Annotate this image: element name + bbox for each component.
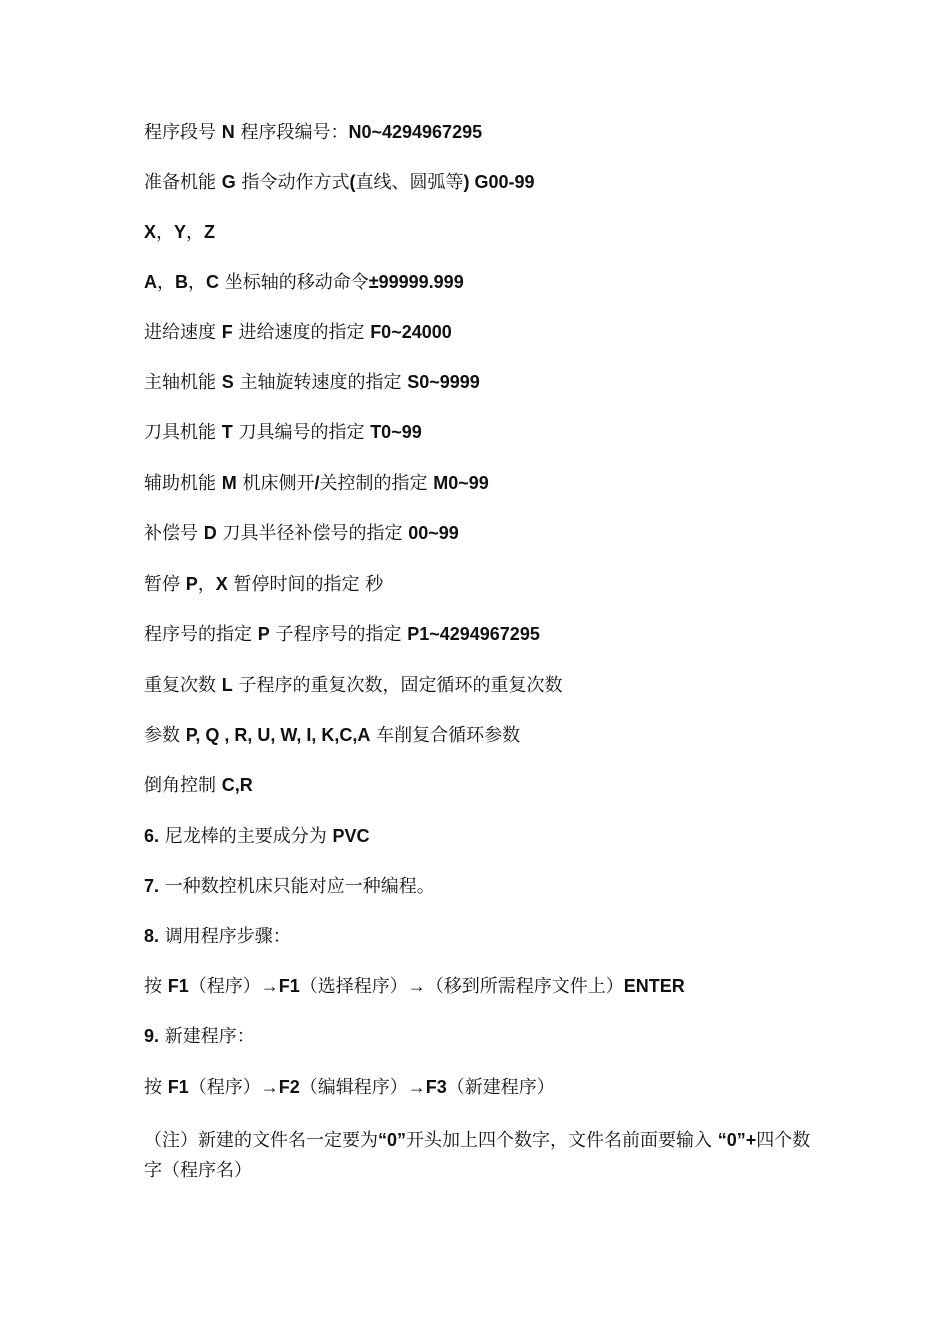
bold-text-segment: X xyxy=(144,222,157,242)
text-line xyxy=(144,673,824,698)
text-line xyxy=(144,471,824,496)
text-segment: 主轴旋转速度的指定 xyxy=(233,372,408,393)
text-line xyxy=(144,924,824,949)
bold-text-segment: 7. xyxy=(144,876,160,896)
bold-text-segment: PVC xyxy=(332,826,370,846)
text-line xyxy=(144,723,824,748)
text-line xyxy=(144,824,824,849)
text-segment: 直线、圆弧等 xyxy=(355,172,464,193)
text-segment: ， xyxy=(186,222,205,243)
text-line xyxy=(144,170,824,195)
text-line xyxy=(144,320,824,345)
bold-text-segment: →F2 xyxy=(260,1077,300,1097)
text-segment: 调用程序步骤： xyxy=(159,926,291,947)
bold-text-segment: → xyxy=(407,976,426,996)
text-segment: （新建程序） xyxy=(446,1077,555,1098)
text-segment: 按 xyxy=(144,1077,168,1098)
text-segment: 机床侧开 xyxy=(236,473,315,494)
bold-text-segment: M0~99 xyxy=(433,473,489,493)
text-segment: 子程序号的指定 xyxy=(269,624,408,645)
bold-text-segment: “0” xyxy=(378,1130,407,1150)
text-line xyxy=(144,1125,824,1186)
text-line xyxy=(144,622,824,647)
text-line xyxy=(144,521,824,546)
text-segment: 主轴机能 xyxy=(144,372,222,393)
bold-text-segment: G xyxy=(221,172,236,192)
bold-text-segment: →F3 xyxy=(407,1077,447,1097)
bold-text-segment: P xyxy=(257,624,270,644)
text-segment: （移到所需程序文件上） xyxy=(425,976,624,997)
text-segment: 关控制的指定 xyxy=(319,473,434,494)
bold-text-segment: ) G00-99 xyxy=(463,172,535,192)
text-line xyxy=(144,270,824,295)
text-segment: （注）新建的文件名一定要为 xyxy=(144,1130,378,1151)
text-segment: 程序段编号： xyxy=(234,122,349,143)
bold-text-segment: N xyxy=(221,122,235,142)
text-line xyxy=(144,974,824,999)
text-segment: 暂停时间的指定 秒 xyxy=(227,574,384,595)
text-segment: （程序） xyxy=(188,976,261,997)
bold-text-segment: 9. xyxy=(144,1026,160,1046)
text-segment: 车削复合循环参数 xyxy=(370,725,521,746)
bold-text-segment: F1 xyxy=(167,1077,189,1097)
bold-text-segment: Y xyxy=(174,222,187,242)
bold-text-segment: L xyxy=(221,675,233,695)
text-line xyxy=(144,220,824,245)
bold-text-segment: F1 xyxy=(167,976,189,996)
bold-text-segment: 8. xyxy=(144,926,160,946)
bold-text-segment: →F1 xyxy=(260,976,300,996)
text-segment: 刀具机能 xyxy=(144,422,222,443)
text-line xyxy=(144,572,824,597)
text-segment: 四个数字（程序名） xyxy=(144,1130,811,1181)
text-segment: 一种数控机床只能对应一种编程。 xyxy=(159,876,435,897)
text-segment: 程序段号 xyxy=(144,122,222,143)
text-segment: 程序号的指定 xyxy=(144,624,258,645)
bold-text-segment: A xyxy=(144,272,157,292)
text-segment: ， xyxy=(156,222,175,243)
text-segment: 尼龙棒的主要成分为 xyxy=(159,826,333,847)
text-segment: 补偿号 xyxy=(144,523,204,544)
text-segment: 刀具编号的指定 xyxy=(232,422,371,443)
bold-text-segment: D xyxy=(203,523,217,543)
bold-text-segment: “0”+ xyxy=(717,1130,757,1150)
bold-text-segment: B xyxy=(175,272,188,292)
text-segment: 指令动作方式 xyxy=(235,172,350,193)
text-segment: 刀具半径补偿号的指定 xyxy=(216,523,409,544)
text-segment: ， xyxy=(188,272,206,293)
bold-text-segment: Z xyxy=(204,222,216,242)
bold-text-segment: C,R xyxy=(221,775,253,795)
text-segment: 参数 xyxy=(144,725,186,746)
bold-text-segment: ( xyxy=(349,172,356,192)
text-line xyxy=(144,1075,824,1100)
bold-text-segment: 6. xyxy=(144,826,160,846)
bold-text-segment: N0~4294967295 xyxy=(348,122,483,142)
text-segment: 暂停 xyxy=(144,574,186,595)
text-segment: 进给速度的指定 xyxy=(232,322,371,343)
bold-text-segment: 00~99 xyxy=(408,523,459,543)
bold-text-segment: P xyxy=(185,574,198,594)
text-segment: 进给速度 xyxy=(144,322,222,343)
bold-text-segment: / xyxy=(314,473,320,493)
bold-text-segment: T xyxy=(221,422,233,442)
bold-text-segment: T0~99 xyxy=(370,422,422,442)
text-segment: 准备机能 xyxy=(144,172,222,193)
text-line xyxy=(144,874,824,899)
text-segment: （选择程序） xyxy=(299,976,408,997)
bold-text-segment: ENTER xyxy=(623,976,685,996)
text-segment: 子程序的重复次数，固定循环的重复次数 xyxy=(232,675,563,696)
bold-text-segment: M xyxy=(221,473,237,493)
text-line xyxy=(144,1024,824,1049)
text-segment: （程序） xyxy=(188,1077,261,1098)
text-line xyxy=(144,420,824,445)
bold-text-segment: P1~4294967295 xyxy=(407,624,540,644)
text-line xyxy=(144,120,824,145)
bold-text-segment: F0~24000 xyxy=(370,322,452,342)
bold-text-segment: S xyxy=(221,372,234,392)
text-line xyxy=(144,773,824,798)
text-segment: ， xyxy=(157,272,175,293)
text-segment: 按 xyxy=(144,976,168,997)
bold-text-segment: F xyxy=(221,322,233,342)
text-segment: 新建程序： xyxy=(159,1026,255,1047)
text-segment: （编辑程序） xyxy=(299,1077,408,1098)
bold-text-segment: P, Q , R, U, W, I, K,C,A xyxy=(185,725,371,745)
bold-text-segment: X xyxy=(215,574,228,594)
text-segment: 坐标轴的移动命令 xyxy=(219,272,369,293)
text-segment: 重复次数 xyxy=(144,675,222,696)
text-segment: ， xyxy=(197,574,216,595)
text-segment: 倒角控制 xyxy=(144,775,222,796)
text-segment: 开头加上四个数字，文件名前面要输入 xyxy=(406,1130,718,1151)
text-line xyxy=(144,370,824,395)
bold-text-segment: ±99999.999 xyxy=(368,272,464,292)
text-segment: 辅助机能 xyxy=(144,473,222,494)
bold-text-segment: C xyxy=(206,272,219,292)
bold-text-segment: S0~9999 xyxy=(407,372,480,392)
